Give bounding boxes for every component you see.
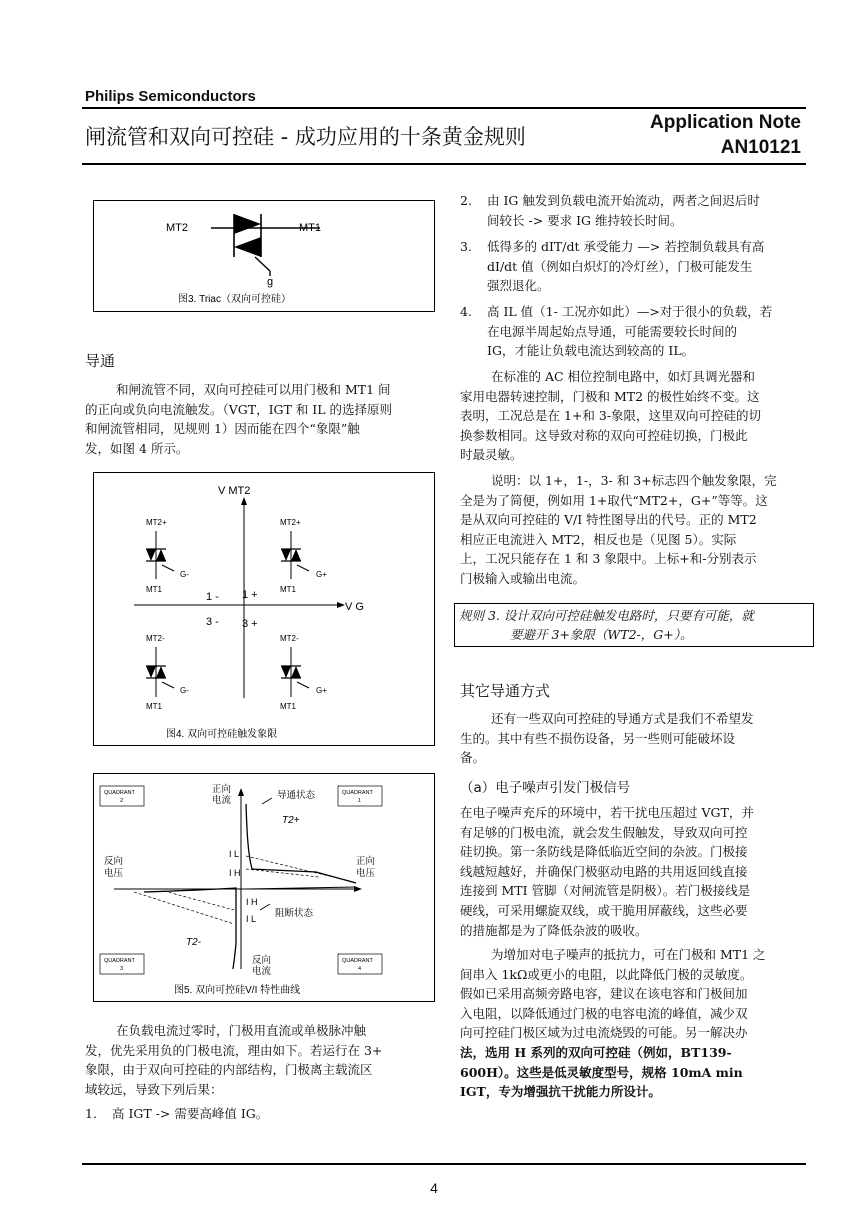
triac-q1 (280, 518, 327, 594)
fig5-forward-voltage-2: 电压 (356, 868, 376, 879)
conduction-line-2: 的正向或负向电流触发。（VGT，IGT 和 IL 的选择原则 (85, 401, 393, 417)
fig5-forward-current-2: 电流 (212, 795, 232, 806)
svg-text:QUADRANT: QUADRANT (342, 790, 373, 796)
fig5-il-lower: I L (246, 914, 257, 924)
fig5-reverse-current-1: 反向 (252, 955, 272, 966)
triac-q4 (280, 634, 327, 711)
svg-text:G-: G- (180, 686, 189, 695)
fig4-caption: 图4. 双向可控硅触发象限 (166, 729, 278, 740)
conduction-line-1: 和闸流管不同，双向可控硅可以用门极和 MT1 间 (116, 382, 391, 397)
svg-text:MT1: MT1 (146, 702, 162, 711)
list-item-2: 2. 由 IG 触发到负载电流开始流动，两者之间迟后时 间较长 -> 要求 IG 维持较长时间。 (460, 193, 760, 228)
figure-4-quadrants (93, 472, 435, 746)
fig5-caption: 图5. 双向可控硅V/I 特性曲线 (174, 985, 301, 996)
fig5-ih-upper: I H (229, 868, 241, 878)
document-number: AN10121 (720, 137, 801, 158)
footer-rule (82, 1163, 806, 1165)
rule-3-box (454, 603, 814, 647)
paragraph-noise-1: 在电子噪声充斥的环境中，若干扰电压超过 VGT，并 有足够的门极电流，就会发生假触发，导致双向可控 硅切换。第一条防线是降低临近空间的杂波。门极接 线越短越好，并确保门极驱动电路的共用返回线直接 连接到 MTI 管脚（对闸流管是阴极）。若门极接线是 硬线，可采用螺旋双线，或干脆用屏蔽线，这些必要 的措施都是为了降低杂波的吸收。 (460, 805, 754, 938)
gate-line-4: 域较远，导致下列后果： (85, 1081, 223, 1097)
svg-text:QUADRANT: QUADRANT (342, 958, 373, 964)
fig3-mt1-label: MT1 (299, 222, 321, 234)
svg-text:MT2+: MT2+ (146, 518, 167, 527)
fig3-g-label: g (267, 276, 274, 288)
fig3-caption: 图3. Triac（双向可控硅） (178, 294, 291, 305)
fig5-forward-voltage-1: 正向 (356, 856, 376, 867)
svg-text:QUADRANT: QUADRANT (104, 958, 135, 964)
triac-q3 (146, 634, 189, 711)
svg-text:2: 2 (120, 798, 124, 804)
gate-line-2: 发，优先采用负的门极电流，理由如下。若运行在 3+ (85, 1042, 383, 1058)
fig5-il-upper: I L (229, 849, 240, 859)
fig4-vmt2-label: V MT2 (218, 485, 251, 497)
fig5-reverse-voltage-1: 反向 (104, 856, 124, 867)
svg-text:MT2-: MT2- (146, 634, 165, 643)
quadrant-3-box (100, 954, 144, 974)
company-name: Philips Semiconductors (85, 88, 256, 105)
heading-noise: （a）电子噪声引发门极信号 (460, 780, 631, 796)
header-rule-top (82, 107, 806, 109)
gate-line-1: 在负载电流过零时，门极用直流或单极脉冲触 (116, 1023, 367, 1038)
fig4-q3p: 3 + (242, 618, 258, 630)
list-item-1: 1. 高 IGT -> 需要高峰值 IG。 (85, 1106, 269, 1121)
figure-5-vi-curve (93, 773, 435, 1002)
rule-3-line-2: 要避开 3+象限（WT2-，G+）。 (510, 627, 693, 642)
header-rule-bottom (82, 163, 806, 165)
svg-text:1: 1 (358, 798, 362, 804)
list-item-4: 4. 高 IL 值（1- 工况亦如此）—>对于很小的负载，若 在电源半周起始点导通，可能需要较长时间的 IG，才能让负载电流达到较高的 IL。 (460, 304, 773, 359)
list-item-3: 3. 低得多的 dIT/dt 承受能力 —> 若控制负载具有高 dI/dt 值（例如白炽灯的冷灯丝），门极可能发生 强烈退化。 (460, 239, 765, 294)
application-note-label: Application Note (650, 112, 801, 133)
svg-text:4: 4 (358, 966, 362, 972)
svg-text:G-: G- (180, 570, 189, 579)
gate-line-3: 象限，由于双向可控硅的内部结构，门极离主载流区 (85, 1062, 373, 1078)
quadrant-4-box (338, 954, 382, 974)
paragraph-phase-control: 在标准的 AC 相位控制电路中，如灯具调光器和 家用电器转速控制，门极和 MT2 的极性始终不变。这 表明，工况总是在 1+和 3-象限，这里双向可控硅的切 换参数相同。这导致对称的双向可控硅切换，门极此 时最灵敏。 (460, 369, 762, 463)
conduction-line-3: 和闸流管相同，见规则 1）因而能在四个“象限”触 (85, 421, 360, 437)
svg-text:3: 3 (120, 966, 124, 972)
paragraph-other-conduction: 还有一些双向可控硅的导通方式是我们不希望发 生的。其中有些不损伤设备，另一些则可能破坏设 备。 (460, 711, 754, 766)
fig3-mt2-label: MT2 (166, 222, 188, 234)
paragraph-conduction (85, 380, 430, 458)
svg-text:G+: G+ (316, 686, 327, 695)
fig5-t2p: T2+ (282, 815, 300, 826)
heading-other-conduction: 其它导通方式 (460, 682, 551, 700)
svg-text:MT1: MT1 (280, 585, 296, 594)
fig5-t2n: T2- (186, 937, 201, 948)
figure-3-triac (93, 200, 435, 312)
fig4-vg-label: V G (345, 601, 364, 613)
fig4-q1p: 1 + (242, 589, 258, 601)
fig5-on-state: 导通状态 (277, 790, 316, 801)
triac-q2 (146, 518, 189, 594)
fig5-forward-current-1: 正向 (212, 784, 232, 795)
fig5-ih-lower: I H (246, 897, 258, 907)
triac-symbol (94, 201, 434, 311)
svg-text:G+: G+ (316, 570, 327, 579)
conduction-line-4: 发，如图 4 所示。 (85, 440, 189, 456)
quadrant-1-box (338, 786, 382, 806)
paragraph-noise-2: 为增加对电子噪声的抵抗力，可在门极和 MT1 之 间串入 1kΩ或更小的电阻，以此降低门极的灵敏度。 假如已采用高频旁路电容，建议在该电容和门极间加 入电阻，以降低通过门极的电容电流的峰值，减少双 向可控硅门极区域为过电流烧毁的可能。另一解决办 法，选用 H 系列的双向可控硅（例如，BT139- 600H）。这些是低灵敏度型号，规格 10mA min IGT，专为增强抗干扰能力所设计。 (460, 947, 766, 1100)
fig5-reverse-current-2: 电流 (252, 966, 272, 977)
fig4-q3n: 3 - (206, 616, 219, 628)
rule-3-line-1: 规则 3. 设计双向可控硅触发电路时，只要有可能，就 (459, 608, 754, 623)
vi-characteristic (94, 774, 434, 1001)
svg-text:MT2+: MT2+ (280, 518, 301, 527)
heading-conduction: 导通 (85, 352, 116, 370)
paragraph-note: 说明：以 1+，1-，3- 和 3+标志四个触发象限，完 全是为了简便，例如用 1+取代“MT2+，G+”等等。这 是从双向可控硅的 V/I 特性图导出的代号。正的 MT2 相应正电流进入 MT2，相反也是（见图 5）。实际 上，工况只能存在 1 和 3 象限中。上标+和-分别表示 门极输入或输出电流。 (460, 473, 777, 586)
svg-text:MT1: MT1 (280, 702, 296, 711)
quadrant-2-box (100, 786, 144, 806)
fig5-reverse-voltage-2: 电压 (104, 868, 124, 879)
svg-text:MT2-: MT2- (280, 634, 299, 643)
quadrant-diagram (94, 473, 434, 745)
svg-text:QUADRANT: QUADRANT (104, 790, 135, 796)
svg-text:MT1: MT1 (146, 585, 162, 594)
page-number: 4 (430, 1180, 438, 1196)
fig4-q1n: 1 - (206, 591, 219, 603)
document-title: 闸流管和双向可控硅 - 成功应用的十条黄金规则 (85, 125, 526, 149)
paragraph-gate-current (85, 1021, 430, 1099)
fig5-blocking: 阻断状态 (275, 908, 314, 919)
